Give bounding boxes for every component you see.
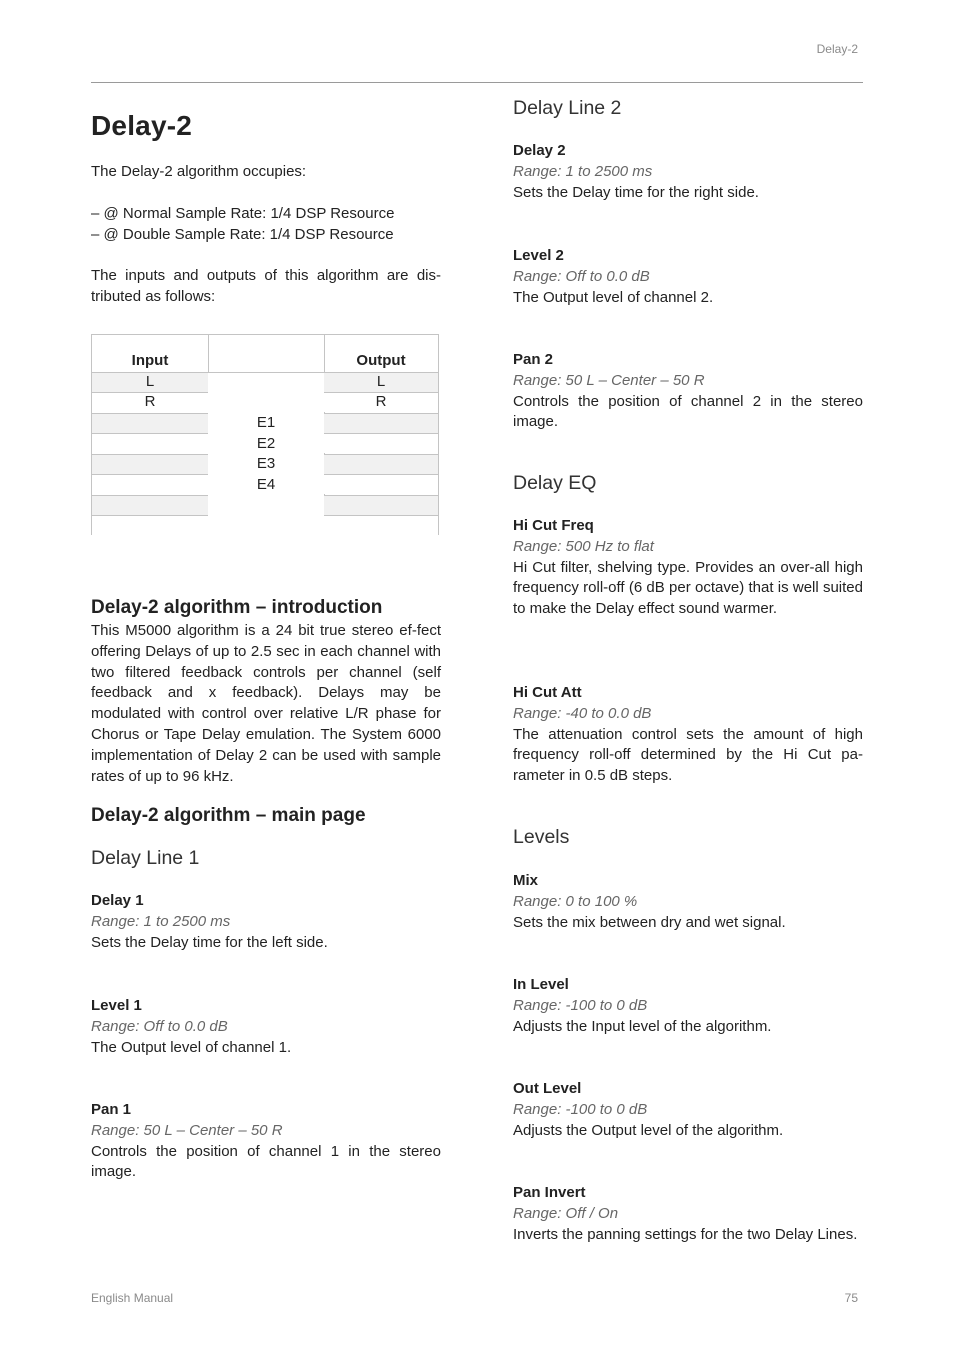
param-range: Range: 50 L – Center – 50 R [513,371,705,389]
param-range: Range: 1 to 2500 ms [513,162,653,180]
intro-text: This M5000 algorithm is a 24 bit true stereo ef-fect offering Delays of up to 2.5 sec in each channel with two filtered feedback controls per channel (self feedback and x feedback). Delays may be modulated with control over relative L/R phase for Chorus or Tape Delay emulation. The System 6000 implementation of Delay 2 can be used with sample rates of up to 96 kHz. [91,622,441,785]
engine-label: E2 [256,434,276,452]
input-column [92,335,209,534]
param-mix [513,871,863,933]
param-name: Mix [513,872,539,889]
param-name: Level 1 [91,997,142,1014]
param-range: Range: 50 L – Center – 50 R [91,1121,283,1139]
input-cell [92,413,208,433]
input-cell [92,454,208,474]
param-name: In Level [513,976,569,993]
footer-manual-label: English Manual [91,1291,174,1305]
param-desc: Sets the Delay time for the right side. [513,183,759,201]
delay-line-2-heading: Delay Line 2 [513,97,622,119]
param-pan-2 [513,350,863,433]
param-desc: The attenuation control sets the amount of high frequency roll-off determined by the Hi Cut pa-rameter in 0.5 dB steps. [513,725,863,785]
delay-line-1-heading: Delay Line 1 [91,847,200,869]
param-range: Range: Off to 0.0 dB [91,1017,228,1035]
input-cell [92,515,208,535]
input-cell [92,474,208,494]
param-in-level [513,975,863,1037]
delay-eq-heading: Delay EQ [513,472,597,494]
output-cell [324,474,438,494]
param-name: Hi Cut Att [513,684,582,701]
header-rule [91,82,863,83]
param-delay-1 [91,891,441,953]
param-range: Range: -100 to 0 dB [513,996,648,1014]
param-desc: Sets the mix between dry and wet signal. [513,913,786,931]
input-cell [92,433,208,453]
engine-list [208,413,324,495]
output-cell [324,515,438,535]
param-range: Range: 1 to 2500 ms [91,912,231,930]
engine-label: E4 [256,475,276,493]
page-number: 75 [844,1291,858,1305]
param-name: Out Level [513,1080,582,1097]
param-desc: Adjusts the Output level of the algorithm. [513,1121,784,1139]
param-pan-1 [91,1100,441,1183]
output-header: Output [356,352,406,369]
param-desc: The Output level of channel 2. [513,288,714,306]
param-name: Level 2 [513,247,564,264]
param-level-2 [513,246,863,308]
input-cell [92,495,208,515]
resource-list [91,204,441,246]
levels-heading: Levels [513,826,570,848]
param-delay-2 [513,141,863,203]
engine-column [208,335,325,534]
output-cell [324,454,438,474]
page-title: Delay-2 [91,110,193,141]
engine-label: E3 [256,455,276,473]
output-cell: R [324,392,438,412]
main-page-heading: Delay-2 algorithm – main page [91,805,366,826]
param-hi-cut-att [513,683,863,787]
param-hi-cut-freq [513,516,863,620]
param-desc: Sets the Delay time for the left side. [91,933,328,951]
io-table [91,334,439,535]
param-range: Range: 0 to 100 % [513,892,638,910]
input-cell: L [92,372,208,392]
param-range: Range: Off to 0.0 dB [513,267,650,285]
output-cell [324,433,438,453]
input-cell: R [92,392,208,412]
output-cell [324,413,438,433]
param-desc: The Output level of channel 1. [91,1038,292,1056]
param-name: Delay 2 [513,142,566,159]
param-desc: Adjusts the Input level of the algorithm. [513,1017,772,1035]
param-desc: Controls the position of channel 2 in the stereo image. [513,392,863,431]
param-name: Pan Invert [513,1184,586,1201]
running-header: Delay-2 [816,42,858,56]
param-out-level [513,1079,863,1141]
param-name: Pan 2 [513,351,554,368]
param-name: Delay 1 [91,892,144,909]
resource-item: – @ Double Sample Rate: 1/4 DSP Resource [91,225,441,246]
param-range: Range: -100 to 0 dB [513,1100,648,1118]
output-column [324,335,438,534]
param-desc: Controls the position of channel 1 in the stereo image. [91,1142,441,1181]
param-pan-invert [513,1183,863,1245]
output-cell: L [324,372,438,392]
param-desc: Inverts the panning settings for the two Delay Lines. [513,1225,858,1243]
engine-label: E1 [256,414,276,431]
param-range: Range: Off / On [513,1204,619,1222]
param-desc: Hi Cut filter, shelving type. Provides an over-all high frequency roll-off (6 dB per octave) that is well suited to make the Delay effect sound warmer. [513,558,863,618]
io-intro: The inputs and outputs of this algorithm are dis-tributed as follows: [91,267,441,305]
param-name: Hi Cut Freq [513,517,594,534]
param-range: Range: -40 to 0.0 dB [513,704,652,722]
input-header: Input [131,352,169,369]
param-range: Range: 500 Hz to flat [513,537,654,555]
occupies-intro: The Delay-2 algorithm occupies: [91,163,307,180]
output-cell [324,495,438,515]
param-name: Pan 1 [91,1101,132,1118]
intro-heading: Delay-2 algorithm – introduction [91,597,383,618]
param-level-1 [91,996,441,1058]
resource-item: – @ Normal Sample Rate: 1/4 DSP Resource [91,204,441,225]
